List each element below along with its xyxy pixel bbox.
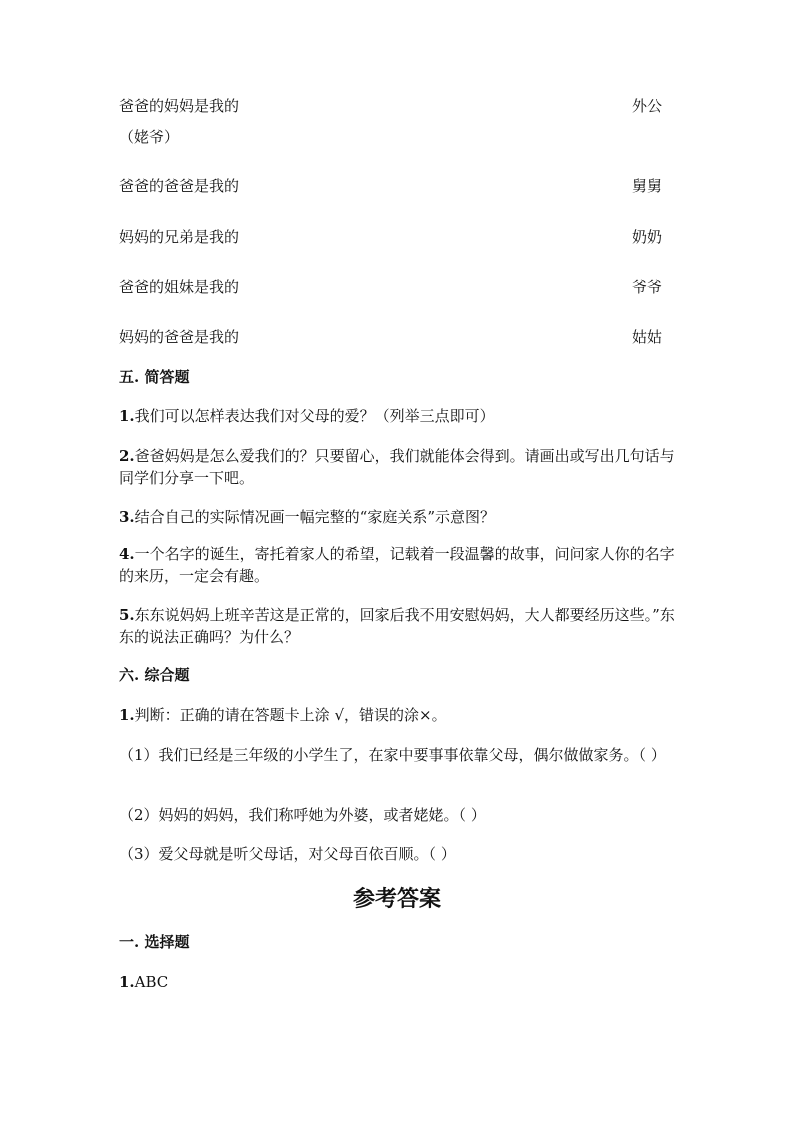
question-text: 东东说妈妈上班辛苦这是正常的，回家后我不用安慰妈妈，大人都要经历这些。”东东的说法正确吗？为什么？: [119, 606, 675, 646]
section6-heading: 六. 综合题: [119, 666, 190, 684]
question-text: 我们可以怎样表达我们对父母的爱？（列举三点即可）: [134, 407, 495, 425]
question-number: 1.: [119, 706, 135, 724]
question-number: 5.: [119, 606, 135, 624]
match-left-2: 爸爸的爸爸是我的: [119, 177, 240, 195]
match-left-1: 爸爸的妈妈是我的: [119, 97, 240, 115]
judge-intro-text: 判断：正确的请在答题卡上涂 √，错误的涂×。: [134, 706, 447, 724]
match-right-4: 爷爷: [631, 278, 662, 296]
question-5-4: [119, 543, 675, 587]
answers-heading: 一. 选择题: [119, 933, 190, 951]
question-number: 3.: [119, 508, 135, 526]
question-5-3: [119, 506, 675, 528]
match-left-4: 爸爸的姐妹是我的: [119, 278, 240, 296]
judge-item-2: （2）妈妈的妈妈，我们称呼她为外婆，或者姥姥。（ ）: [119, 806, 486, 824]
match-right-2: 舅舅: [631, 177, 662, 195]
question-text: 一个名字的诞生，寄托着家人的希望，记载着一段温馨的故事，问问家人你的名字的来历，一定会有趣。: [119, 545, 675, 585]
match-left-3: 妈妈的兄弟是我的: [119, 228, 240, 246]
question-text: 结合自己的实际情况画一幅完整的“家庭关系”示意图？: [134, 508, 496, 526]
judge-intro: [119, 704, 675, 726]
match-right-1: 外公: [631, 97, 662, 115]
question-number: 4.: [119, 545, 135, 563]
match-extra: （姥爷）: [119, 128, 180, 146]
answers-title: 参考答案: [352, 886, 441, 912]
question-number: 1.: [119, 407, 135, 425]
question-5-2: [119, 445, 675, 489]
question-text: 爸爸妈妈是怎么爱我们的？只要留心，我们就能体会得到。请画出或写出几句话与同学们分享一下吧。: [119, 447, 675, 487]
question-5-5: [119, 604, 675, 648]
answer-text: ABC: [134, 973, 169, 991]
judge-item-3: （3）爱父母就是听父母话，对父母百依百顺。（ ）: [119, 845, 456, 863]
answer-number: 1.: [119, 973, 135, 991]
match-right-5: 姑姑: [631, 328, 662, 346]
match-right-3: 奶奶: [631, 228, 662, 246]
section5-heading: 五. 简答题: [119, 368, 190, 386]
match-left-5: 妈妈的爸爸是我的: [119, 328, 240, 346]
question-number: 2.: [119, 447, 135, 465]
judge-item-1: （1）我们已经是三年级的小学生了，在家中要事事依靠父母，偶尔做做家务。（ ）: [119, 746, 666, 764]
question-5-1: [119, 405, 675, 427]
answer-item-1: [119, 972, 168, 992]
